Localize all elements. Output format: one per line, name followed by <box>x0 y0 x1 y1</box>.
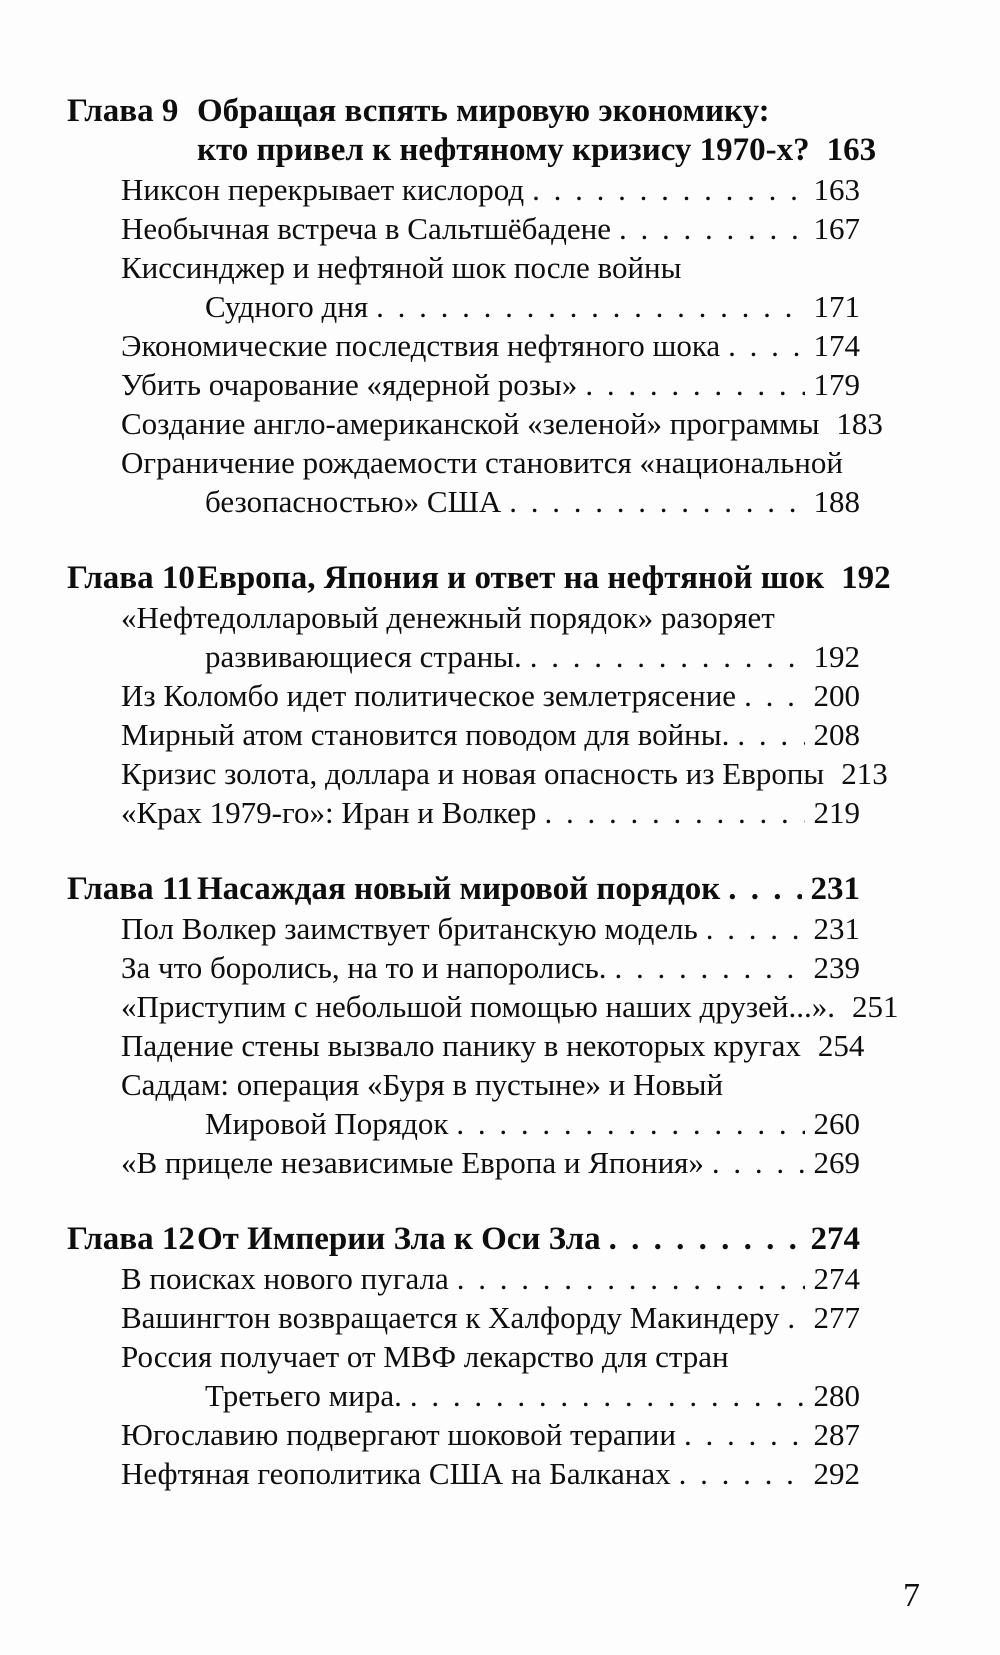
toc-entry <box>121 948 860 987</box>
toc-entry <box>121 793 860 832</box>
entry-page-number: 192 <box>813 639 860 674</box>
entry-title: Кризис золота, доллара и новая опасность из Европы <box>121 756 825 791</box>
toc-entry <box>121 1415 860 1454</box>
entry-title: Россия получает от МВФ лекарство для стран <box>121 1339 729 1374</box>
chapter-heading <box>67 870 860 909</box>
entry-title: Вашингтон возвращается к Халфорду Макиндеру <box>121 1300 780 1335</box>
entry-page-number: 254 <box>817 1028 865 1063</box>
entry-page-number: 174 <box>813 328 860 363</box>
dot-leader <box>619 209 804 248</box>
chapter-page-number: 163 <box>826 132 877 168</box>
chapter-title: От Империи Зла к Оси Зла <box>197 1221 601 1257</box>
toc-entry <box>121 598 860 637</box>
chapter-title-continuation: кто привел к нефтяному кризису 1970-х? <box>197 132 810 168</box>
chapter-heading <box>67 92 860 131</box>
entry-page-number: 208 <box>813 717 860 752</box>
chapter-page-number: 192 <box>841 560 891 596</box>
toc-entry <box>121 1143 860 1182</box>
chapter-title: Европа, Япония и ответ на нефтяной шок <box>197 560 825 596</box>
chapter-block <box>67 1220 860 1493</box>
dot-leader <box>706 909 805 948</box>
entry-title: Создание англо-американской «зеленой» программы <box>121 406 820 441</box>
entry-page-number: 269 <box>813 1145 860 1180</box>
chapter-heading <box>67 1220 860 1259</box>
toc-entry <box>121 715 860 754</box>
entry-page-number: 188 <box>813 484 860 519</box>
toc-entry <box>121 1454 860 1493</box>
entry-title: Убить очарование «ядерной розы» <box>121 367 578 402</box>
entry-title: Мирный атом становится поводом для войны. <box>121 717 730 752</box>
entry-page-number: 183 <box>836 406 883 441</box>
entry-page-number: 280 <box>813 1378 860 1413</box>
entry-page-number: 292 <box>813 1456 860 1491</box>
entry-page-number: 163 <box>813 172 860 207</box>
dot-leader <box>744 676 804 715</box>
toc-entry <box>121 1065 860 1104</box>
toc-entry <box>121 209 860 248</box>
dot-leader <box>410 1376 805 1415</box>
chapter-block <box>67 870 899 1182</box>
chapter-block <box>67 92 883 521</box>
dot-leader <box>679 1454 805 1493</box>
toc-entry-continuation <box>205 287 860 326</box>
chapter-title: Обращая вспять мировую экономику: <box>197 93 770 129</box>
dot-leader <box>609 1220 802 1259</box>
dot-leader <box>728 326 804 365</box>
toc-entry <box>121 909 860 948</box>
entry-title: Из Коломбо идет политическое землетрясение <box>121 678 737 713</box>
toc-entry <box>121 365 860 404</box>
entry-title: Необычная встреча в Сальтшёбадене <box>121 211 612 246</box>
chapter-heading <box>67 559 891 598</box>
entry-page-number: 277 <box>813 1300 860 1335</box>
folio-page-number: 7 <box>903 1577 920 1614</box>
toc-entry <box>121 248 860 287</box>
entry-title: В поисках нового пугала <box>121 1261 449 1296</box>
entry-title: Падение стены вызвало панику в некоторых кругах <box>121 1028 801 1063</box>
dot-leader <box>532 170 804 209</box>
toc-entry <box>121 1026 865 1065</box>
entry-title: Экономические последствия нефтяного шока <box>121 328 721 363</box>
entry-title-continuation: Судного дня <box>205 289 369 324</box>
table-of-contents <box>67 92 899 1493</box>
dot-leader <box>684 1415 805 1454</box>
chapter-label: Глава 12 <box>67 1221 195 1257</box>
entry-page-number: 274 <box>813 1261 860 1296</box>
dot-leader <box>376 287 804 326</box>
entry-page-number: 260 <box>813 1106 860 1141</box>
entry-page-number: 219 <box>813 795 860 830</box>
entry-title: «В прицеле независимые Европа и Япония» <box>121 1145 704 1180</box>
entry-title: «Крах 1979-го»: Иран и Волкер <box>121 795 537 830</box>
entry-title: «Приступим с небольшой помощью наших друзей...». <box>121 989 836 1024</box>
toc-entry <box>121 1337 860 1376</box>
entry-title: Никсон перекрывает кислород <box>121 172 525 207</box>
toc-entry <box>121 987 899 1026</box>
toc-entry <box>121 443 860 482</box>
toc-entry <box>121 1298 860 1337</box>
toc-entry <box>121 676 860 715</box>
toc-entry-continuation <box>205 1104 860 1143</box>
toc-entry <box>121 170 860 209</box>
entry-title: «Нефтедолларовый денежный порядок» разоряет <box>121 600 775 635</box>
entry-title-continuation: развивающиеся страны. <box>205 639 522 674</box>
entry-page-number: 213 <box>841 756 888 791</box>
chapter-title: Насаждая новый мировой порядок <box>197 871 721 907</box>
dot-leader <box>456 1104 804 1143</box>
toc-entry <box>121 754 888 793</box>
entry-title: Ограничение рождаемости становится «национальной <box>121 445 843 480</box>
entry-title: Пол Волкер заимствует британскую модель <box>121 911 698 946</box>
entry-page-number: 200 <box>813 678 860 713</box>
entry-page-number: 287 <box>813 1417 860 1452</box>
entry-title-continuation: Мировой Порядок <box>205 1106 449 1141</box>
chapter-heading-continuation <box>197 131 877 170</box>
chapter-page-number: 231 <box>810 871 860 907</box>
entry-title: Киссинджер и нефтяной шок после войны <box>121 250 682 285</box>
chapter-label: Глава 9 <box>67 93 179 129</box>
dot-leader <box>787 1298 804 1337</box>
entry-title-continuation: Третьего мира. <box>205 1378 402 1413</box>
toc-entry-continuation <box>205 1376 860 1415</box>
toc-entry-continuation <box>205 637 860 676</box>
entry-title: Саддам: операция «Буря в пустыне» и Новый <box>121 1067 724 1102</box>
dot-leader <box>544 793 804 832</box>
entry-title: За что боролись, на то и напоролись. <box>121 950 607 985</box>
entry-page-number: 239 <box>813 950 860 985</box>
toc-entry-continuation <box>205 482 860 521</box>
toc-entry <box>121 326 860 365</box>
dot-leader <box>457 1259 805 1298</box>
dot-leader <box>712 1143 805 1182</box>
dot-leader <box>737 715 804 754</box>
entry-title: Югославию подвергают шоковой терапии <box>121 1417 676 1452</box>
entry-page-number: 171 <box>813 289 860 324</box>
chapter-label: Глава 10 <box>67 560 195 596</box>
chapter-block <box>67 559 891 832</box>
entry-page-number: 167 <box>813 211 860 246</box>
entry-page-number: 179 <box>813 367 860 402</box>
entry-title: Нефтяная геополитика США на Балканах <box>121 1456 671 1491</box>
entry-page-number: 251 <box>852 989 899 1024</box>
chapter-page-number: 274 <box>810 1221 860 1257</box>
chapter-label: Глава 11 <box>67 871 194 907</box>
dot-leader <box>615 948 805 987</box>
entry-title-continuation: безопасностью» США <box>205 484 502 519</box>
dot-leader <box>530 637 805 676</box>
dot-leader <box>585 365 804 404</box>
toc-entry <box>121 404 883 443</box>
entry-page-number: 231 <box>813 911 860 946</box>
dot-leader <box>728 870 801 909</box>
dot-leader <box>509 482 804 521</box>
toc-entry <box>121 1259 860 1298</box>
